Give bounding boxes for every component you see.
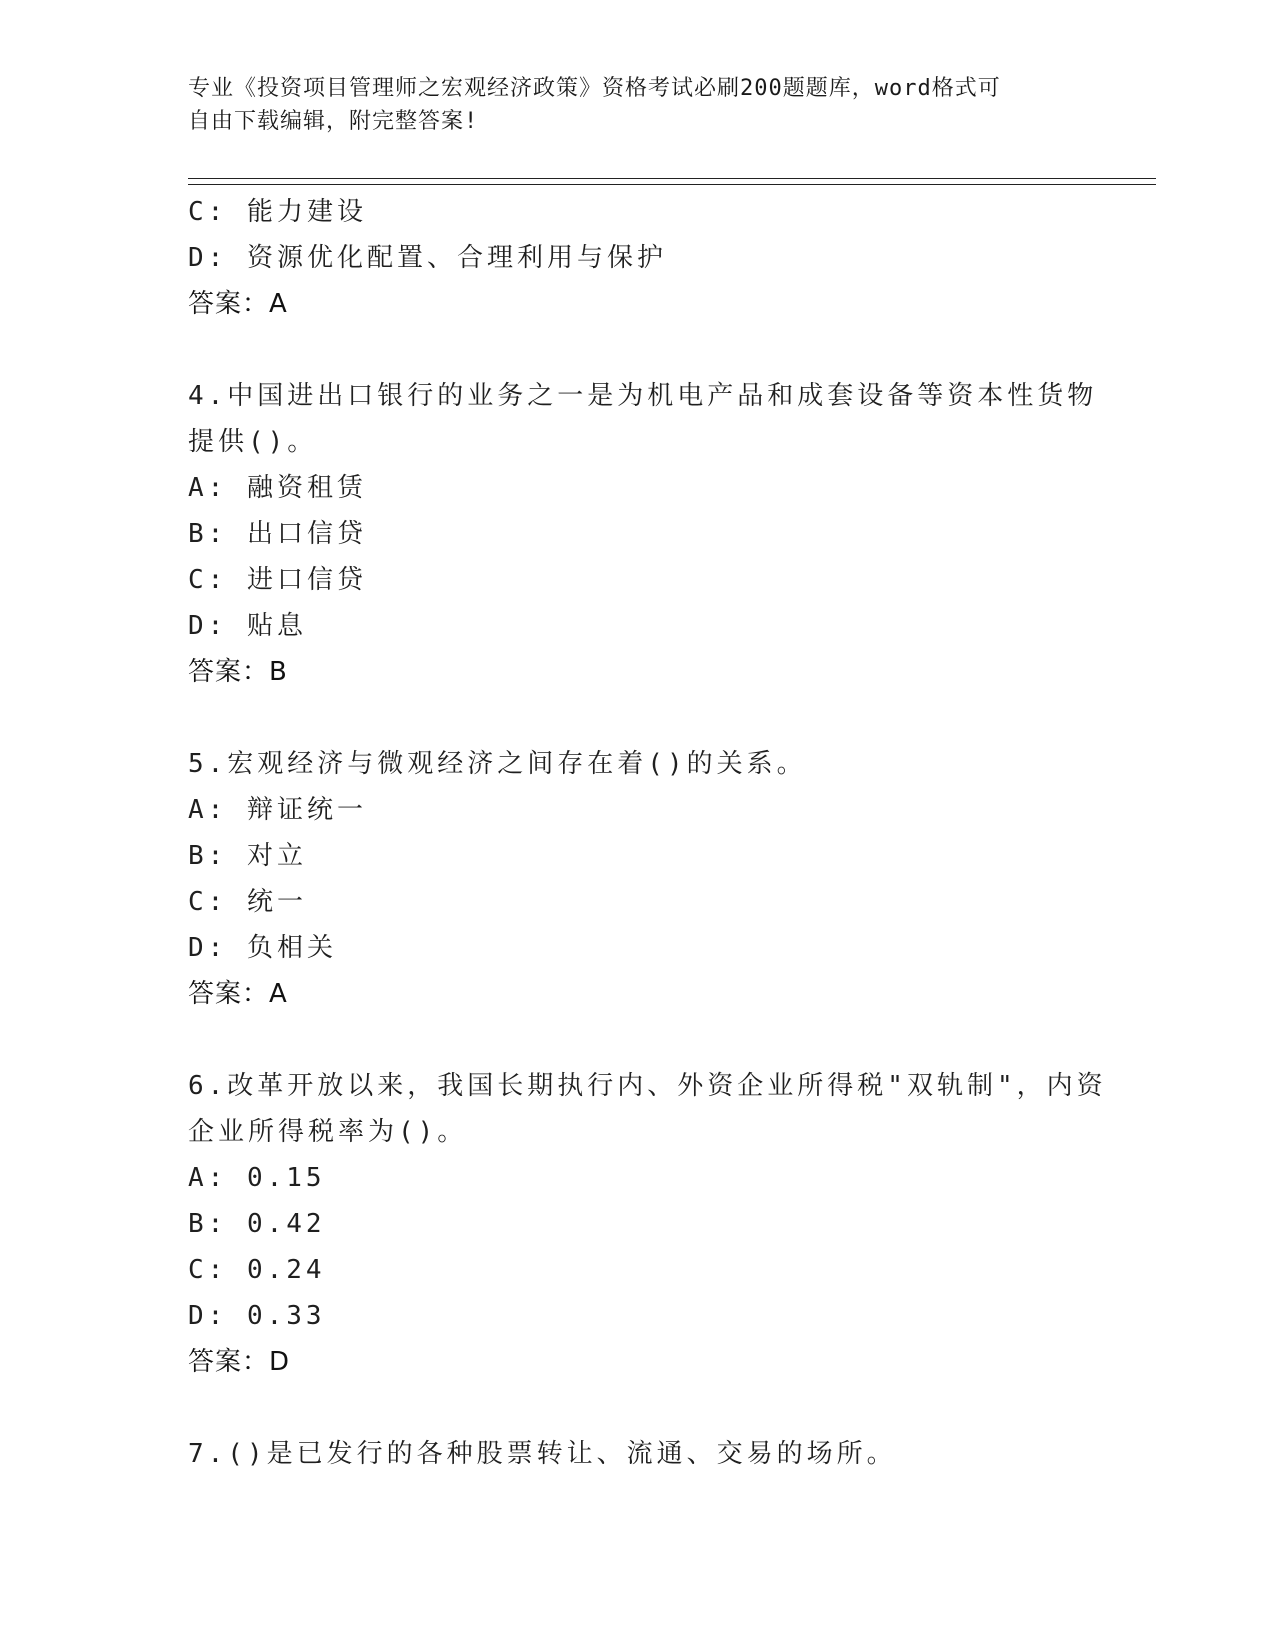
option-b: B: 出口信贷 — [188, 519, 367, 549]
question-stem: 4.中国进出口银行的业务之一是为机电产品和成套设备等资本性货物 — [188, 381, 1098, 411]
option-a: A: 融资租赁 — [188, 473, 367, 503]
question-stem: 5.宏观经济与微观经济之间存在着()的关系。 — [188, 749, 807, 779]
question-stem: 企业所得税率为()。 — [188, 1117, 468, 1147]
answer: 答案：D — [188, 1347, 291, 1377]
option-d: D: 贴息 — [188, 611, 307, 641]
question-stem: 6.改革开放以来，我国长期执行内、外资企业所得税"双轨制"，内资 — [188, 1071, 1107, 1101]
question-list — [188, 189, 1107, 1477]
answer: 答案：A — [188, 979, 288, 1009]
question-stem: 7.()是已发行的各种股票转让、流通、交易的场所。 — [188, 1439, 897, 1469]
option-a: A: 0.15 — [188, 1163, 326, 1193]
answer: 答案：A — [188, 289, 288, 319]
spacer — [188, 695, 1068, 741]
option-d: D: 0.33 — [188, 1301, 326, 1331]
option-b: B: 0.42 — [188, 1209, 326, 1239]
question-5 — [188, 741, 1068, 1017]
question-4 — [188, 373, 1098, 695]
question-7 — [188, 1431, 1068, 1477]
header-title-line-1: 专业《投资项目管理师之宏观经济政策》资格考试必刷200题题库，word格式可 — [188, 76, 1001, 101]
option-c: C: 能力建设 — [188, 197, 367, 227]
header-divider-bottom — [188, 184, 1156, 185]
option-c: C: 统一 — [188, 887, 307, 917]
option-c: C: 0.24 — [188, 1255, 326, 1285]
answer: 答案：B — [188, 657, 288, 687]
option-b: B: 对立 — [188, 841, 307, 871]
question-stem: 提供()。 — [188, 427, 318, 457]
option-d: D: 资源优化配置、合理利用与保护 — [188, 243, 667, 273]
option-a: A: 辩证统一 — [188, 795, 367, 825]
header-title-line-2: 自由下载编辑，附完整答案! — [188, 109, 479, 134]
spacer — [188, 327, 1068, 373]
header-divider-top — [188, 178, 1156, 179]
question-6 — [188, 1063, 1107, 1385]
option-c: C: 进口信贷 — [188, 565, 367, 595]
spacer — [188, 1017, 1068, 1063]
document-header — [188, 72, 1068, 138]
question-3-continued — [188, 189, 1068, 327]
spacer — [188, 1385, 1068, 1431]
option-d: D: 负相关 — [188, 933, 337, 963]
